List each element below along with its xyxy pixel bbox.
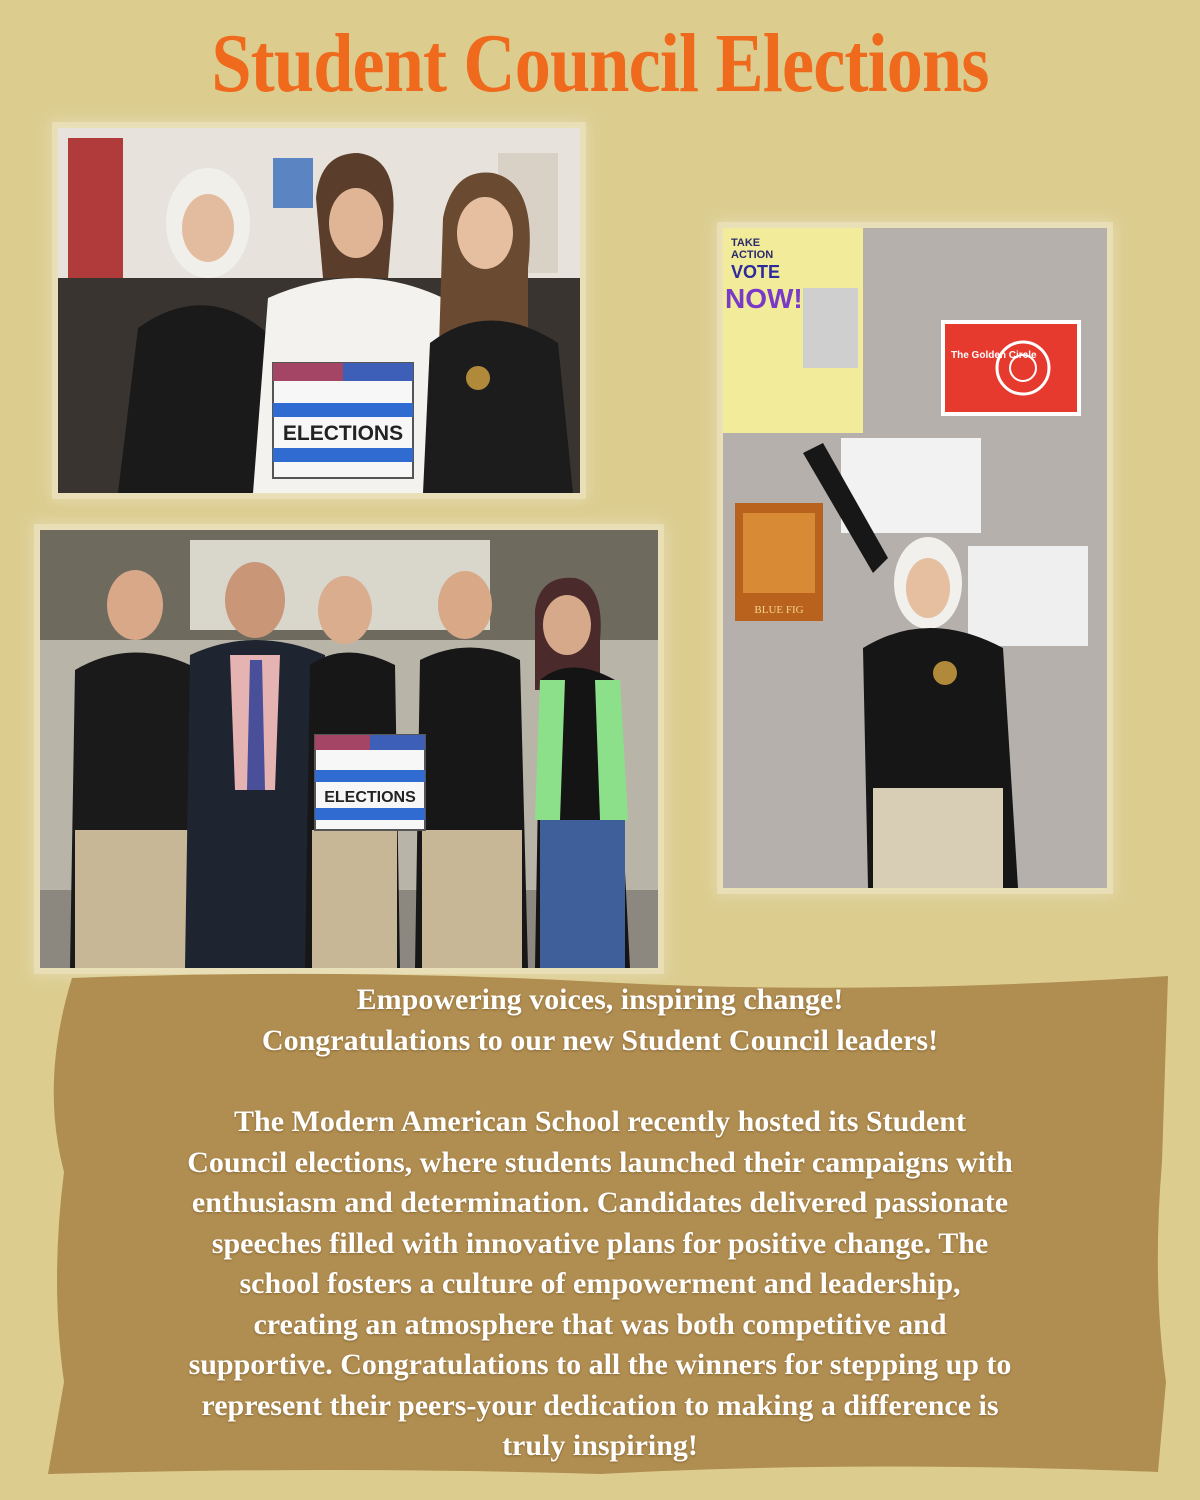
poster-vote: VOTE [731, 262, 781, 282]
book-poster-title: BLUE FIG [754, 604, 804, 616]
poster-now: NOW! [725, 283, 803, 314]
body-line: creating an atmosphere that was both competitive and [253, 1307, 947, 1341]
body-line: represent their peers-your dedication to making a difference is [201, 1388, 999, 1422]
headline-line-2: Congratulations to our new Student Council leaders! [261, 1023, 939, 1057]
photo-student-at-board [723, 228, 1107, 888]
body-line: The Modern American School recently hosted its Student [234, 1105, 966, 1138]
headline-line-1: Empowering voices, inspiring change! [356, 983, 844, 1016]
body-line: supportive. Congratulations to all the winners for stepping up to [188, 1348, 1012, 1381]
page-title: Student Council Elections [211, 17, 989, 110]
announcement-text [60, 980, 1140, 1467]
body-line: truly inspiring! [502, 1429, 698, 1462]
body-line: school fosters a culture of empowerment and leadership, [239, 1267, 961, 1300]
ballot-box-label: ELECTIONS [282, 422, 404, 445]
photo-students-group [40, 530, 658, 968]
ballot-box-label: ELECTIONS [324, 789, 416, 806]
poster-action: ACTION [731, 249, 774, 261]
body-line: enthusiasm and determination. Candidates delivered passionate [191, 1186, 1009, 1219]
body-line: Council elections, where students launched their campaigns with [187, 1145, 1013, 1179]
photo-ballot-box-group [58, 128, 580, 493]
poster-take: TAKE [731, 237, 761, 249]
golden-circle-sign: The Golden Circle [951, 350, 1037, 361]
body-line: speeches filled with innovative plans for positive change. The [211, 1226, 989, 1260]
